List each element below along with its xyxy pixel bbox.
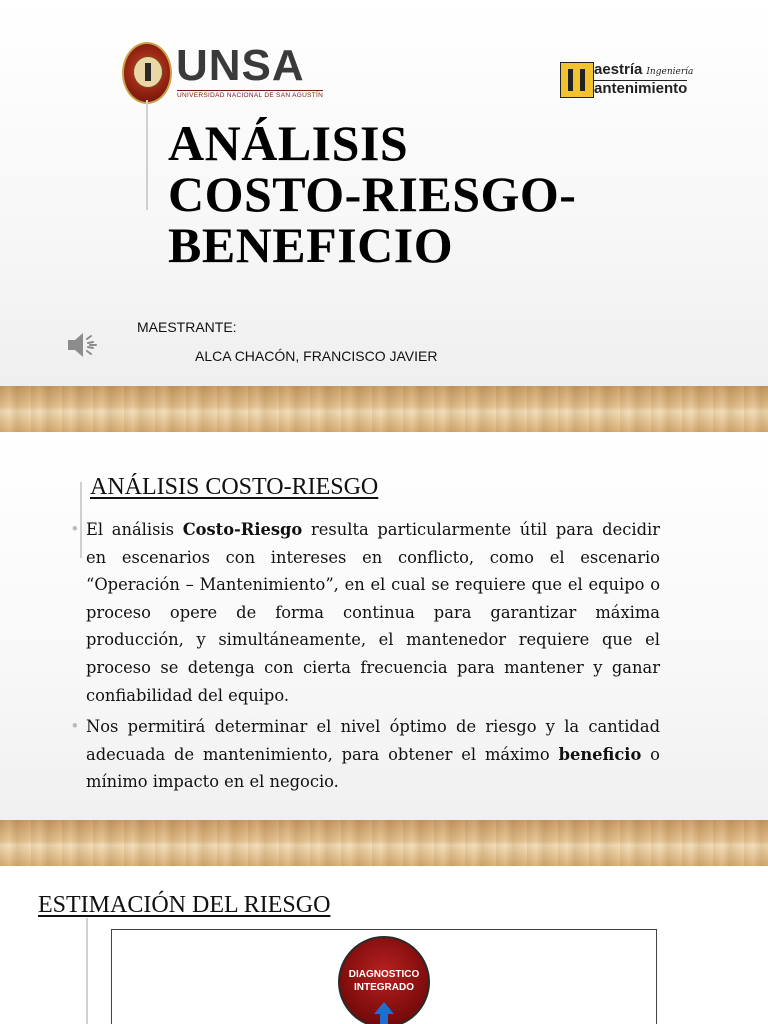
node-label-line-2: INTEGRADO bbox=[354, 982, 414, 993]
unsa-logo-text: UNSA bbox=[176, 41, 305, 90]
decorative-divider bbox=[80, 482, 82, 558]
bold-term-beneficio: beneficio bbox=[558, 744, 642, 764]
decorative-divider bbox=[146, 100, 148, 210]
paragraph-1: • El análisis Costo-Riesgo resulta particularmente útil para decidir en escenarios con intereses en conflicto, como el escenario “Operación – Mantenimiento”, en el cual se requiere que el equipo o proceso opere de forma continua para garantizar máxima producción, y simultáneamente, el mantenedor requiere que el proceso se detenga con cierta frecuencia para mantener y ganar confiabilidad del equipo. bbox=[86, 516, 660, 709]
paragraph-2: • Nos permitirá determinar el nivel óptimo de riesgo y la cantidad adecuada de mantenimiento, para obtener el máximo beneficio o mínimo impacto en el negocio. bbox=[86, 713, 660, 796]
node-label-line-1: DIAGNOSTICO bbox=[348, 969, 420, 980]
maestria-mantenimiento-logo bbox=[560, 60, 710, 100]
maestria-mark-icon bbox=[560, 62, 594, 98]
title-line-2: COSTO-RIESGO- bbox=[168, 166, 577, 222]
speaker-icon[interactable] bbox=[66, 330, 100, 360]
title-line-1: ANÁLISIS bbox=[168, 115, 409, 171]
slide-title: ESTIMACIÓN DEL RIESGO bbox=[38, 892, 331, 918]
slide-body bbox=[72, 516, 660, 800]
unsa-logo-subtitle: UNIVERSIDAD NACIONAL DE SAN AGUSTÍN bbox=[177, 92, 324, 99]
maestrante-name: ALCA CHACÓN, FRANCISCO JAVIER bbox=[195, 348, 438, 364]
risk-estimation-slide bbox=[0, 866, 768, 1024]
presentation-title bbox=[168, 115, 577, 273]
arrow-up-icon bbox=[374, 1002, 394, 1024]
diagram-box bbox=[111, 929, 657, 1024]
logo-line1-suffix: Ingeniería bbox=[646, 67, 694, 77]
maestrante-label: MAESTRANTE: bbox=[137, 319, 237, 335]
logo-line2: antenimiento bbox=[594, 80, 688, 97]
slide-title: ANÁLISIS COSTO-RIESGO bbox=[90, 474, 379, 500]
bullet: • bbox=[72, 520, 78, 538]
decorative-divider bbox=[86, 918, 88, 1024]
bullet: • bbox=[72, 717, 78, 736]
analysis-slide bbox=[0, 432, 768, 820]
unsa-logo bbox=[122, 41, 324, 104]
logo-line1: aestría bbox=[594, 61, 643, 78]
title-line-3: BENEFICIO bbox=[168, 217, 454, 273]
wood-divider bbox=[0, 820, 768, 866]
title-slide bbox=[0, 0, 768, 386]
bold-term-costo-riesgo: Costo-Riesgo bbox=[182, 520, 303, 539]
wood-divider bbox=[0, 386, 768, 432]
university-seal-icon bbox=[122, 42, 172, 104]
